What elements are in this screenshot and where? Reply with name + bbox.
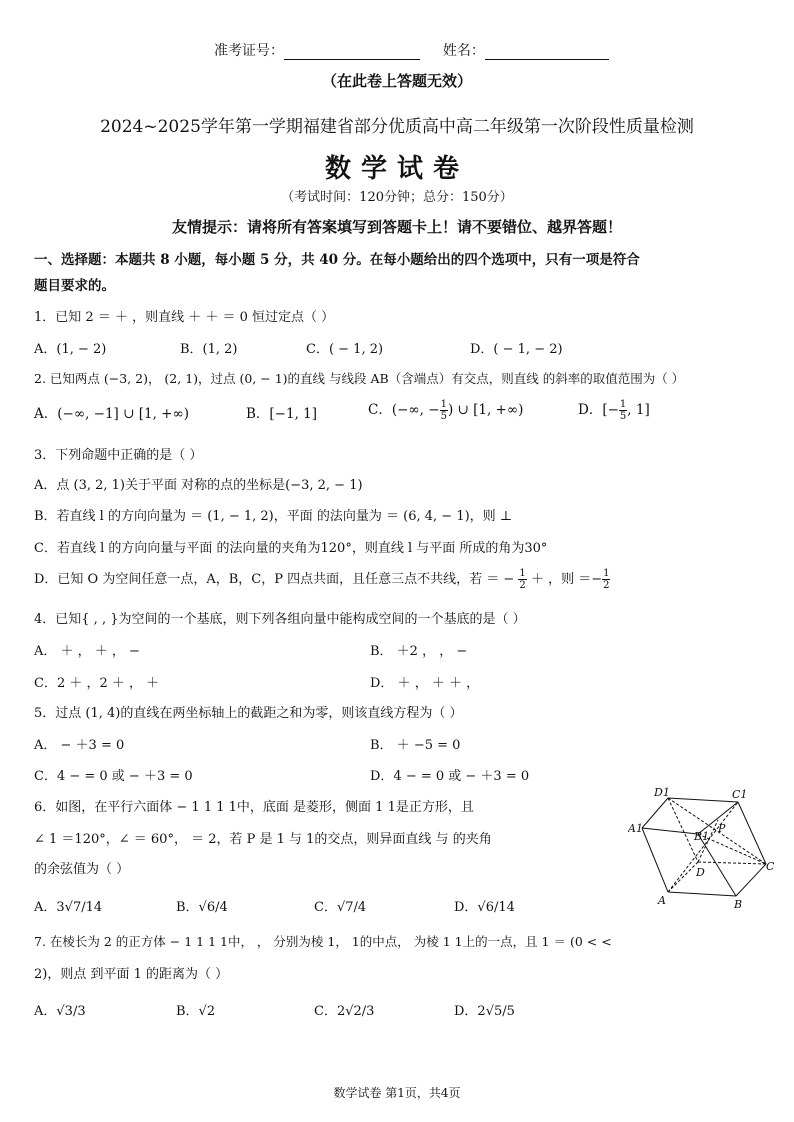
q2-stem: 2. 已知两点 (−3, 2)， (2, 1)，过点 (0, − 1)的直线 与线段 AB（含端点）有交点，则直线 的斜率的取值范围为（ ） bbox=[34, 371, 685, 386]
q3-option-c[interactable]: C．若直线 l 的方向向量与平面 的法向量的夹角为120°，则直线 l 与平面 所成的角为30° bbox=[34, 541, 548, 556]
q2-option-a[interactable]: A．(−∞, −1] ∪ [1, +∞) bbox=[34, 406, 189, 422]
label-a: A bbox=[658, 894, 666, 907]
q6-option-c[interactable]: C．√7/4 bbox=[314, 900, 367, 915]
q3-option-b[interactable]: B．若直线 l 的方向向量为 ＝ (1, − 1, 2)，平面 的法向量为 ＝ (6, 4, − 1)，则 ⊥ bbox=[34, 509, 513, 524]
parallelepiped-figure bbox=[628, 784, 778, 908]
time-info: （考试时间：120分钟；总分：150分） bbox=[281, 190, 513, 205]
q3-stem: 3．下列命题中正确的是（ ） bbox=[34, 448, 203, 463]
q6-line2: ∠ 1 ＝120°，∠ ＝ 60°， ＝ 2，若 P 是 1 与 1的交点，则异面直线 与 的夹角 bbox=[34, 832, 492, 847]
q6-line1: 6．如图，在平行六面体 − 1 1 1 1中，底面 是菱形，侧面 1 1是正方形，且 bbox=[34, 800, 474, 815]
q5-option-b[interactable]: B． ＋ −5 = 0 bbox=[370, 738, 461, 753]
q1-option-b[interactable]: B．(1, 2) bbox=[180, 342, 238, 357]
q6-option-d[interactable]: D．√6/14 bbox=[454, 900, 515, 915]
exam-id-label: 准考证号： bbox=[214, 43, 284, 59]
q5-option-a[interactable]: A． − ＋3 = 0 bbox=[34, 738, 125, 753]
section1-heading-cont: 题目要求的。 bbox=[34, 278, 115, 294]
q6-option-b[interactable]: B．√6/4 bbox=[176, 900, 228, 915]
q4-option-a[interactable]: A． ＋ ， ＋ ， − bbox=[34, 644, 140, 659]
q7-line1: 7. 在棱长为 2 的正方体 − 1 1 1 1中， ， 分别为棱 1， 1的中点， 为棱 1 1上的一点，且 1 ＝ (0 < < bbox=[34, 934, 612, 949]
q2-option-c[interactable]: C．(−∞, − $\frac{1}{5}$ ) ∪ [1, +∞) bbox=[368, 399, 524, 422]
exam-id-blank[interactable] bbox=[284, 45, 420, 60]
label-p: P bbox=[718, 822, 726, 835]
label-b: B bbox=[734, 898, 743, 908]
label-c: C bbox=[766, 860, 775, 873]
q7-option-b[interactable]: B．√2 bbox=[176, 1004, 216, 1019]
q3-option-d[interactable]: D．已知 O 为空间任意一点，A，B，C，P 四点共面，且任意三点不共线，若 ＝ − $\frac{1}{2}$ ＋ ，则 ＝− $\frac{1}{2}$ bbox=[34, 568, 610, 591]
q7-option-c[interactable]: C．2√2/3 bbox=[314, 1004, 375, 1019]
q3-option-a[interactable]: A．点 (3, 2, 1)关于平面 对称的点的坐标是(−3, 2, − 1) bbox=[34, 478, 363, 493]
q5-option-d[interactable]: D．4 − = 0 或 − ＋3 = 0 bbox=[370, 769, 530, 784]
q1-option-c[interactable]: C．( − 1, 2) bbox=[306, 342, 384, 357]
q2-d-fraction: $\frac{1}{5}$ bbox=[619, 399, 627, 422]
q7-line2: 2)，则点 到平面 1 的距离为（ ） bbox=[34, 967, 229, 982]
q3-d-fraction-2: $\frac{1}{2}$ bbox=[603, 568, 610, 591]
subject-title: 数学试卷 bbox=[324, 154, 469, 184]
q2-option-d[interactable]: D．[− $\frac{1}{5}$ , 1] bbox=[578, 399, 650, 422]
q4-option-b[interactable]: B． ＋2 ， ， − bbox=[370, 644, 468, 659]
exam-title: 2024~2025学年第一学期福建省部分优质高中高二年级第一次阶段性质量检测 bbox=[100, 117, 694, 137]
q6-option-a[interactable]: A．3√7/14 bbox=[34, 900, 103, 915]
invalid-notice: （在此卷上答题无效） bbox=[321, 72, 472, 90]
q5-stem: 5．过点 (1, 4)的直线在两坐标轴上的截距之和为零，则该直线方程为（ ） bbox=[34, 706, 463, 721]
page-footer: 数学试卷 第1页，共4页 bbox=[333, 1086, 461, 1100]
q4-option-d[interactable]: D． ＋ ， ＋ ＋ ， bbox=[370, 676, 480, 691]
q1-option-a[interactable]: A．(1, − 2) bbox=[34, 342, 107, 357]
q3-d-fraction-1: $\frac{1}{2}$ bbox=[519, 568, 526, 591]
q7-option-a[interactable]: A．√3/3 bbox=[34, 1004, 86, 1019]
q2-option-b[interactable]: B．[−1, 1] bbox=[246, 406, 318, 422]
q5-option-c[interactable]: C．4 − = 0 或 − ＋3 = 0 bbox=[34, 769, 193, 784]
q7-option-d[interactable]: D．2√5/5 bbox=[454, 1004, 515, 1019]
q1-stem: 1．已知 2 ＝ ＋ ，则直线 ＋ ＋ ＝ 0 恒过定点（ ） bbox=[34, 310, 335, 325]
name-blank[interactable] bbox=[485, 45, 609, 60]
label-c1: C1 bbox=[732, 788, 748, 801]
q2-c-fraction: $\frac{1}{5}$ bbox=[440, 399, 447, 422]
name-label: 姓名： bbox=[442, 43, 485, 59]
label-a1: A1 bbox=[628, 822, 643, 835]
label-d: D bbox=[696, 866, 705, 879]
q4-option-c[interactable]: C．2 ＋ ，2 ＋ ， ＋ bbox=[34, 676, 160, 691]
q1-option-d[interactable]: D．( − 1, − 2) bbox=[470, 342, 563, 357]
section1-heading: 一、选择题：本题共 8 小题，每小题 5 分，共 40 分。在每小题给出的四个选项中，只有一项是符合 bbox=[34, 252, 640, 268]
friendly-tip: 友情提示：请将所有答案填写到答题卡上！请不要错位、越界答题！ bbox=[171, 218, 622, 236]
label-b1: B1 bbox=[694, 830, 710, 843]
label-d1: D1 bbox=[654, 786, 670, 799]
exam-id-row bbox=[214, 40, 760, 60]
q6-line3: 的余弦值为（ ） bbox=[34, 862, 130, 877]
q4-stem: 4．已知{ , , }为空间的一个基底，则下列各组向量中能构成空间的一个基底的是（ ） bbox=[34, 612, 526, 627]
